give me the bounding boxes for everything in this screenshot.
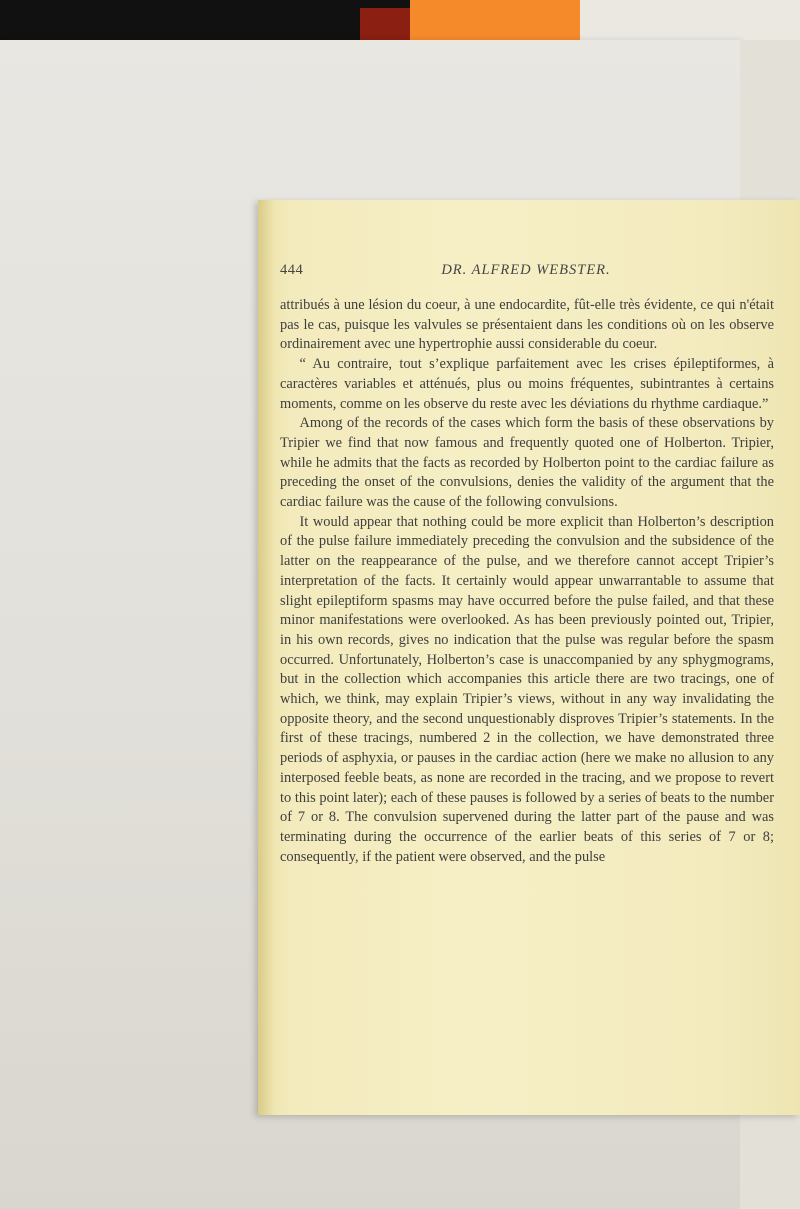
body-text <box>280 296 774 867</box>
paragraph-1: attribués à une lésion du coeur, à une endocardite, fût-elle très évidente, ce qui n'était pas le cas, puisque les valvules se présentaient dans les conditions où on les observe ordinairement avec une hypertrophie aussi considerable du coeur. <box>280 297 774 353</box>
page-number: 444 <box>280 262 304 278</box>
page-spine-shadow <box>258 200 274 1115</box>
running-head <box>280 262 772 282</box>
book-page <box>258 200 800 1115</box>
paragraph-3: Among of the records of the cases which form the basis of these observations by Tripier we find that now famous and frequently quoted one of Holberton. Tripier, while he admits that the facts as recorded by Holberton point to the cardiac failure as preceding the onset of the convulsions, denies the validity of the argument that the cardiac failure was the cause of the following convulsions. <box>280 415 774 511</box>
paragraph-2: “ Au contraire, tout s’explique parfaitement avec les crises épileptiformes, à caractères variables et atténués, plus ou moins fréquentes, subintrantes à certains moments, comme on les observe du reste avec les déviations du rhythme cardiaque.” <box>280 356 774 412</box>
page-header-title: DR. ALFRED WEBSTER. <box>441 262 611 278</box>
paragraph-4: It would appear that nothing could be more explicit than Holberton’s description of the pulse failure immediately preceding the convulsion and the subsidence of the latter on the reappearance of the pulse, and we therefore cannot accept Tripier’s interpretation of the facts. It certainly would appear unwarrantable to assume that slight epileptiform spasms may have occurred before the pulse failed, and that these minor manifestations were overlooked. As has been previously pointed out, Tripier, in his own records, gives no indication that the pulse was regular before the spasm occurred. Unfortunately, Holberton’s case is unaccompanied by any sphygmograms, but in the collection which accompanies this article there are two tracings, one of which, we think, may explain Tripier’s views, without in any way invalidating the opposite theory, and the second unquestionably disproves Tripier’s statements. In the first of these tracings, numbered 2 in the collection, we have demonstrated three periods of asphyxia, or pauses in the cardiac action (here we make no allusion to any interposed feeble beats, as none are recorded in the tracing, and we propose to revert to this point later); each of these pauses is followed by a series of beats to the number of 7 or 8. The convulsion supervened during the latter part of the pause and was terminating during the occurrence of the earlier beats of this series of 7 or 8; consequently, if the patient were observed, and the pulse <box>280 513 774 865</box>
